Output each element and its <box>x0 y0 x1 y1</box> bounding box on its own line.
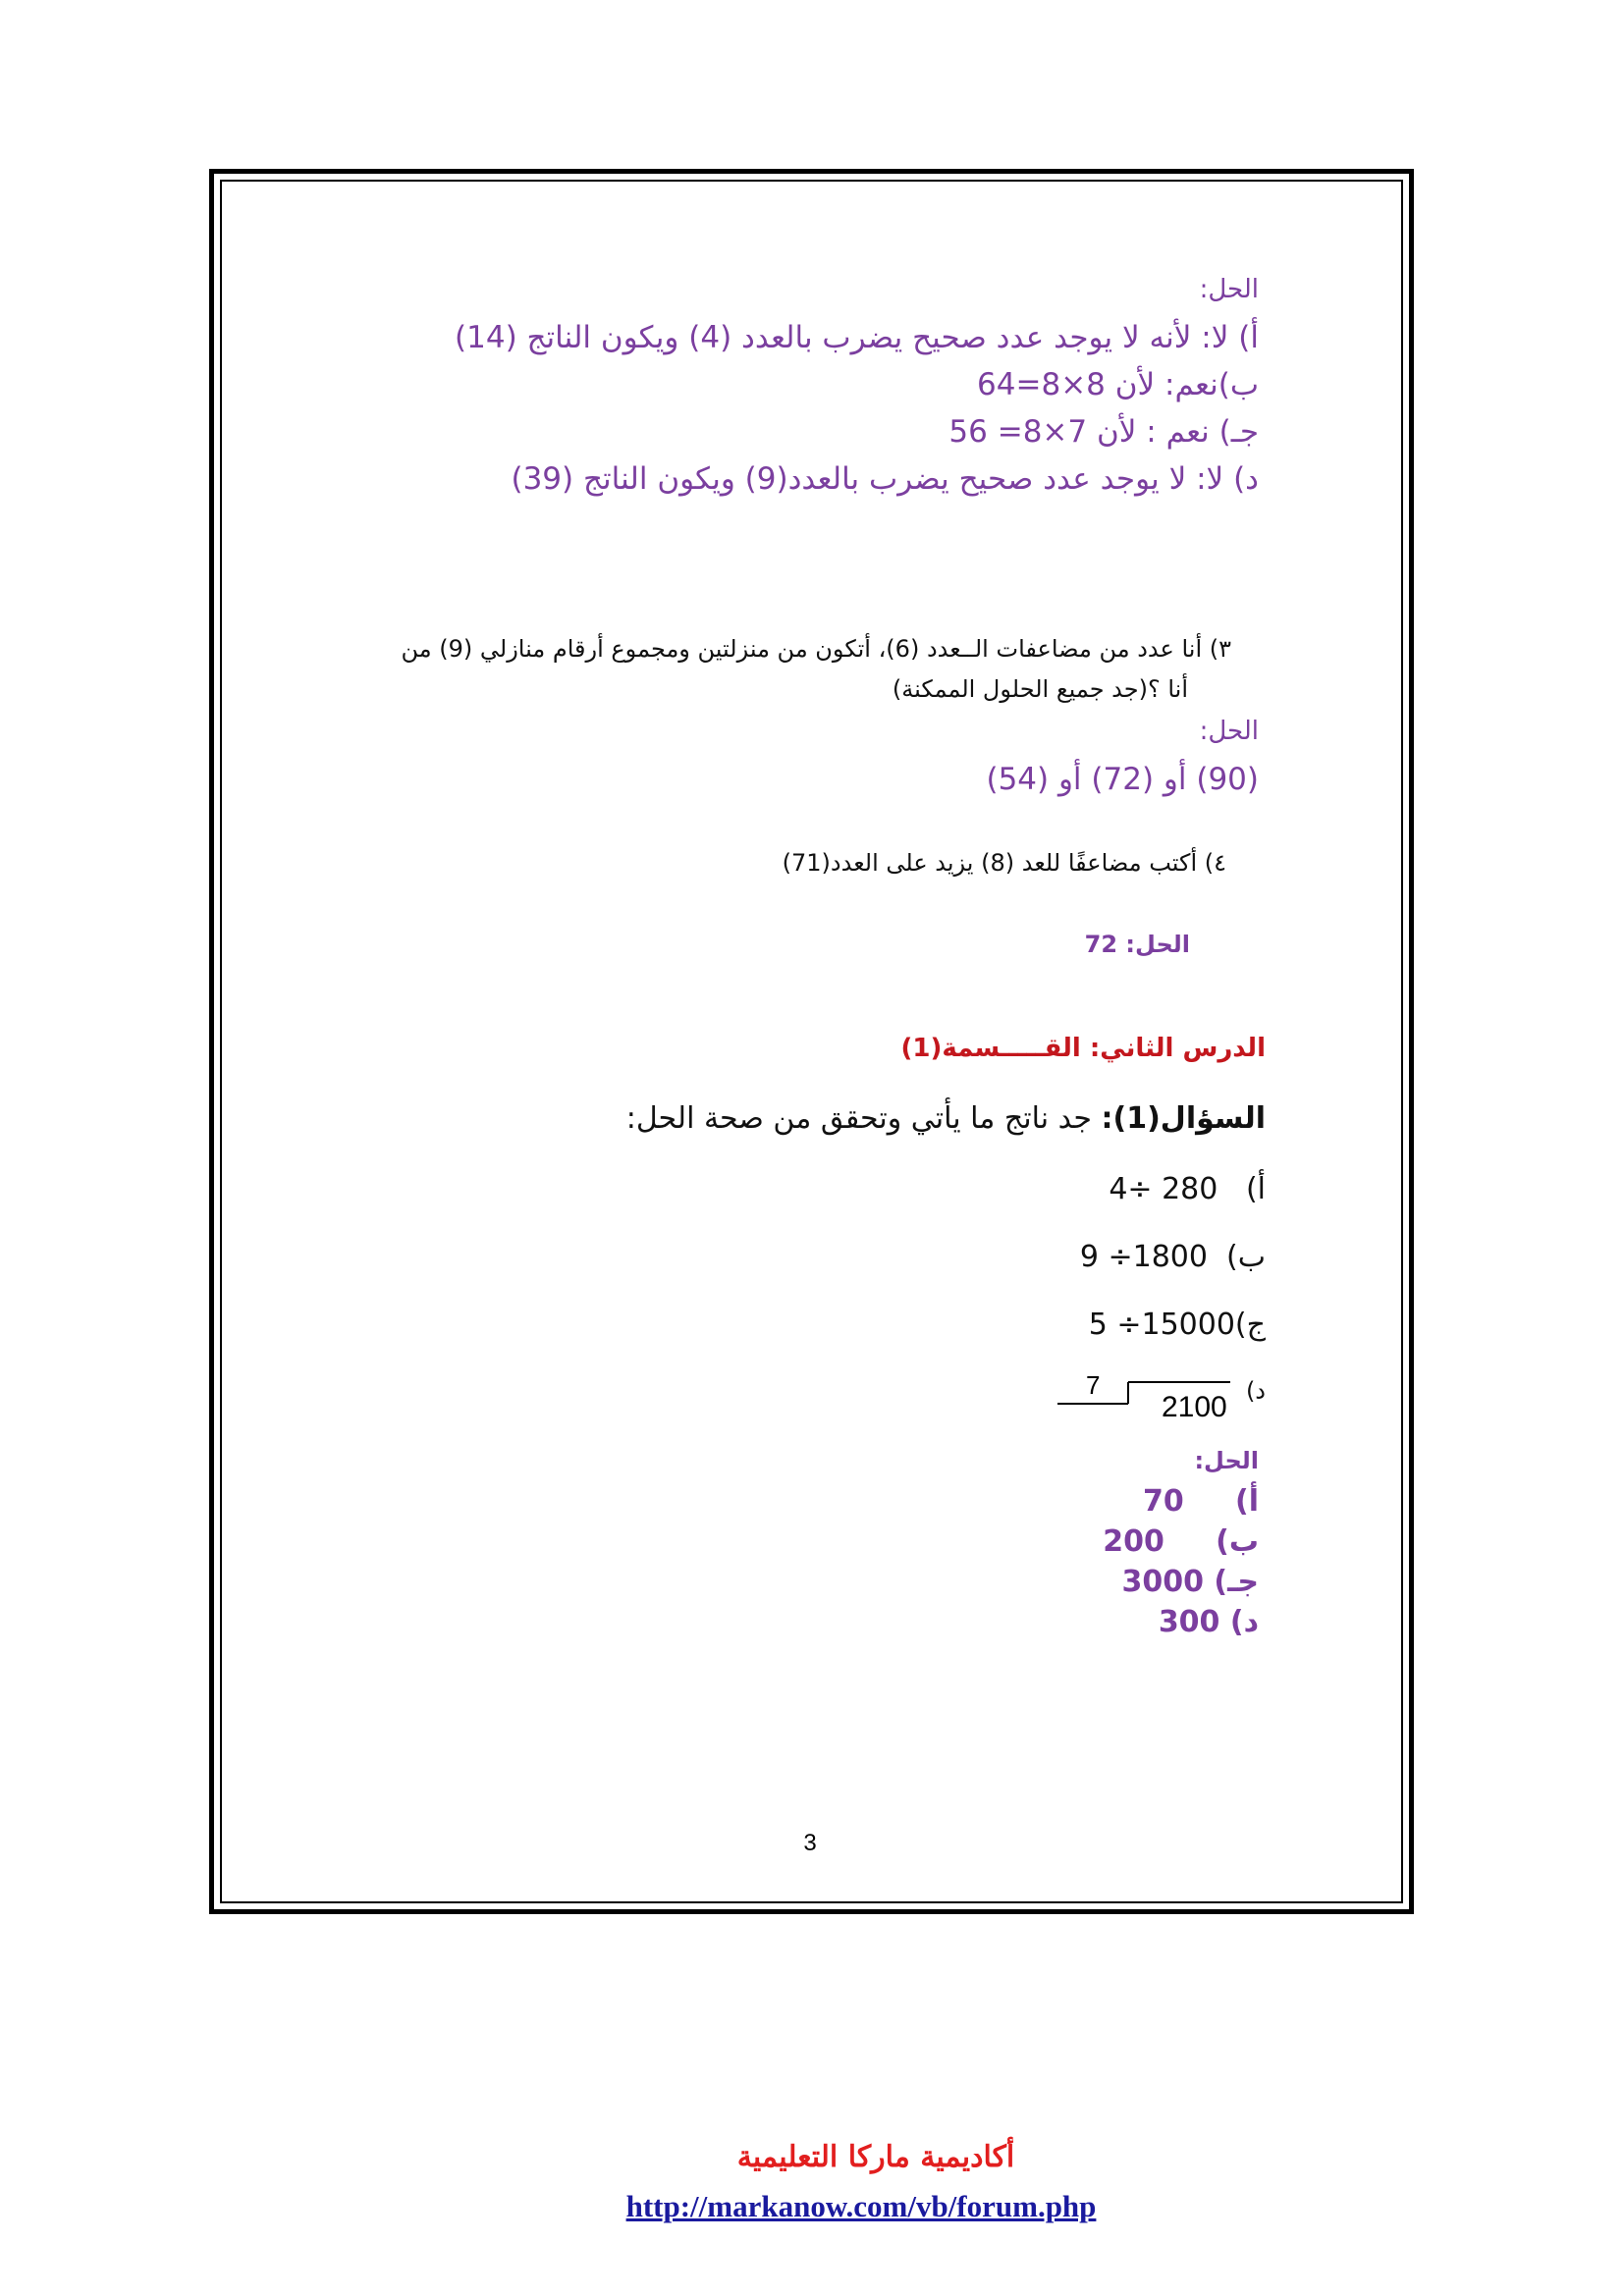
solution-label-3: الحل: <box>1199 717 1259 746</box>
page-number: 3 <box>803 1830 817 1856</box>
answer-label: ب) <box>1216 1524 1259 1559</box>
question-3-line2: أنا ؟(جد جميع الحلول الممكنة) <box>892 675 1188 703</box>
lesson-2-question <box>626 1101 1266 1136</box>
answer-b <box>1103 1524 1259 1559</box>
answer-d <box>1159 1605 1259 1639</box>
division-item-d-label: د) <box>1245 1377 1266 1405</box>
question-3-line1: ٣) أنا عدد من مضاعفات الــعدد (6)، أتكون من منزلتين ومجموع أرقام منازلي (9) من <box>401 635 1231 663</box>
long-division <box>1056 1370 1232 1423</box>
solution-d: د) لا: لا يوجد عدد صحيح يضرب بالعدد(9) ويكون الناتج (39) <box>511 461 1259 497</box>
footer-title: أكاديمية ماركا التعليمية <box>736 2140 1015 2174</box>
answer-a <box>1143 1484 1259 1519</box>
solution-a: أ) لا: لأنه لا يوجد عدد صحيح يضرب بالعدد (4) ويكون الناتج (14) <box>455 320 1259 355</box>
item-label: ج) <box>1234 1308 1266 1342</box>
answer-value: 70 <box>1143 1484 1184 1519</box>
answer-value: 300 <box>1158 1605 1220 1639</box>
item-expression: 9 ÷1800 <box>1079 1240 1208 1274</box>
question-4: ٤) أكتب مضاعفًا للعد (8) يزيد على العدد(71) <box>782 849 1226 877</box>
lesson-2-title: الدرس الثاني: القـــــسمة(1) <box>900 1034 1266 1063</box>
footer-link[interactable]: http://markanow.com/vb/forum.php <box>625 2189 1097 2223</box>
question-label: السؤال(1): <box>1101 1101 1266 1136</box>
dividend: 2100 <box>1162 1391 1227 1421</box>
division-item-a <box>1109 1172 1266 1206</box>
solution-b: ب)نعم: لأن 8×8=64 <box>977 367 1259 402</box>
question-text: جد ناتج ما يأتي وتحقق من صحة الحل: <box>625 1101 1102 1136</box>
solution-label-1: الحل: <box>1199 275 1259 304</box>
divisor: 7 <box>1086 1370 1101 1400</box>
item-expression: 5 ÷15000 <box>1088 1308 1235 1342</box>
question-4-answer: الحل: 72 <box>1084 931 1190 958</box>
solution-c: جـ) نعم : لأن 7×8= 56 <box>948 414 1259 450</box>
item-label: أ) <box>1245 1172 1266 1206</box>
question-3-answer: (90) أو (72) أو (54) <box>986 762 1259 797</box>
division-item-c <box>1089 1308 1266 1342</box>
solution-label-lesson2: الحل: <box>1194 1447 1259 1474</box>
division-item-b <box>1080 1240 1266 1274</box>
answer-label: جـ) <box>1214 1565 1259 1599</box>
item-label: ب) <box>1226 1240 1266 1274</box>
answer-label: أ) <box>1235 1484 1259 1519</box>
answer-value: 3000 <box>1121 1565 1204 1599</box>
answer-value: 200 <box>1103 1524 1164 1559</box>
item-expression: 4÷ 280 <box>1109 1172 1218 1206</box>
answer-c <box>1121 1565 1259 1599</box>
answer-label: د) <box>1229 1605 1259 1639</box>
